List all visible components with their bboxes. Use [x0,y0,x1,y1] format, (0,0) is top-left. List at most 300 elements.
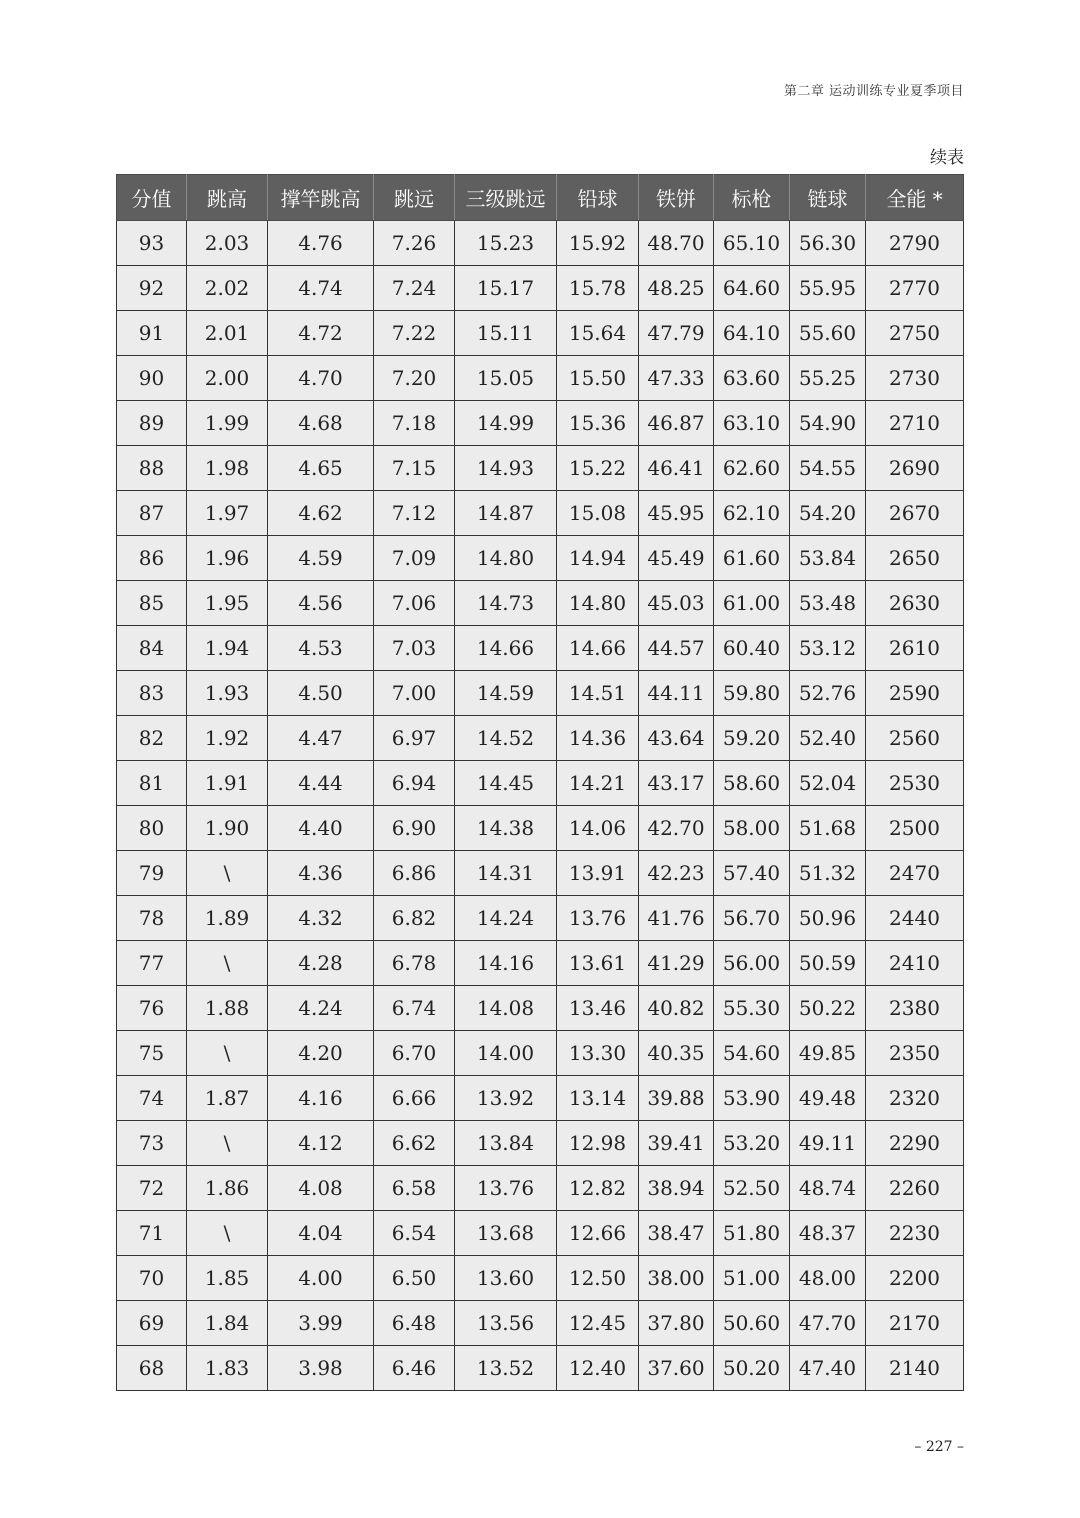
table-cell: 7.03 [374,626,455,671]
table-cell: 14.24 [455,896,557,941]
continued-table-label: 续表 [930,148,964,168]
column-header-discus: 铁饼 [639,175,714,221]
table-row [117,1031,964,1076]
table-cell: 14.31 [455,851,557,896]
table-cell: 12.45 [557,1301,639,1346]
table-cell: 15.23 [455,221,557,266]
table-cell: 2560 [866,716,964,761]
table-cell: 58.60 [714,761,790,806]
table-cell: 55.30 [714,986,790,1031]
table-cell: 4.70 [268,356,374,401]
table-row [117,1346,964,1391]
table-cell: 4.32 [268,896,374,941]
table-cell: 14.93 [455,446,557,491]
table-cell: 14.21 [557,761,639,806]
table-cell: 15.22 [557,446,639,491]
table-cell: 13.60 [455,1256,557,1301]
table-cell: 7.18 [374,401,455,446]
table-cell: \ [187,1211,268,1256]
table-cell: 48.37 [790,1211,866,1256]
table-cell: 4.50 [268,671,374,716]
table-cell: 53.84 [790,536,866,581]
table-row [117,1166,964,1211]
column-header-triple-jump: 三级跳远 [455,175,557,221]
table-cell: 53.48 [790,581,866,626]
table-cell: 84 [117,626,187,671]
table-cell: 40.35 [639,1031,714,1076]
table-cell: 13.76 [557,896,639,941]
table-cell: 63.60 [714,356,790,401]
table-cell: 56.00 [714,941,790,986]
table-cell: 12.98 [557,1121,639,1166]
table-cell: 51.80 [714,1211,790,1256]
table-cell: 2710 [866,401,964,446]
table-cell: 13.76 [455,1166,557,1211]
table-cell: 51.68 [790,806,866,851]
column-header-combined-events: 全能 * [866,175,964,221]
table-row [117,1211,964,1256]
table-row [117,311,964,356]
table-cell: 15.50 [557,356,639,401]
table-cell: 7.00 [374,671,455,716]
table-cell: 14.00 [455,1031,557,1076]
table-cell: 1.86 [187,1166,268,1211]
table-cell: 13.52 [455,1346,557,1391]
table-cell: 48.00 [790,1256,866,1301]
table-cell: 38.94 [639,1166,714,1211]
table-cell: 2140 [866,1346,964,1391]
table-cell: 60.40 [714,626,790,671]
table-cell: 4.74 [268,266,374,311]
table-cell: 4.62 [268,491,374,536]
table-cell: 88 [117,446,187,491]
table-cell: 13.92 [455,1076,557,1121]
table-header-row [117,175,964,221]
table-cell: 44.11 [639,671,714,716]
table-cell: 2730 [866,356,964,401]
table-cell: 14.16 [455,941,557,986]
table-row [117,356,964,401]
table-cell: 4.56 [268,581,374,626]
table-cell: 44.57 [639,626,714,671]
table-cell: 45.49 [639,536,714,581]
table-row [117,626,964,671]
table-cell: 12.82 [557,1166,639,1211]
table-cell: 89 [117,401,187,446]
table-row [117,491,964,536]
table-cell: 59.80 [714,671,790,716]
table-cell: 87 [117,491,187,536]
table-cell: 4.72 [268,311,374,356]
table-cell: 61.00 [714,581,790,626]
table-cell: 48.74 [790,1166,866,1211]
column-header-score: 分值 [117,175,187,221]
table-cell: 7.09 [374,536,455,581]
table-row [117,851,964,896]
table-row [117,806,964,851]
table-cell: 1.90 [187,806,268,851]
table-cell: 1.97 [187,491,268,536]
table-cell: 4.00 [268,1256,374,1301]
table-row [117,941,964,986]
table-cell: 52.76 [790,671,866,716]
table-cell: 15.08 [557,491,639,536]
table-cell: 7.26 [374,221,455,266]
table-cell: 50.22 [790,986,866,1031]
table-cell: 71 [117,1211,187,1256]
table-cell: 13.30 [557,1031,639,1076]
table-cell: 90 [117,356,187,401]
table-cell: 42.23 [639,851,714,896]
table-row [117,716,964,761]
table-cell: 14.94 [557,536,639,581]
table-row [117,1121,964,1166]
table-cell: 53.90 [714,1076,790,1121]
table-cell: 61.60 [714,536,790,581]
table-cell: 4.16 [268,1076,374,1121]
table-cell: 4.53 [268,626,374,671]
table-cell: 39.41 [639,1121,714,1166]
table-cell: 55.60 [790,311,866,356]
table-cell: 6.94 [374,761,455,806]
table-cell: 14.73 [455,581,557,626]
table-cell: 2260 [866,1166,964,1211]
table-cell: 14.59 [455,671,557,716]
table-cell: 1.91 [187,761,268,806]
table-cell: 14.66 [455,626,557,671]
table-cell: 1.92 [187,716,268,761]
table-cell: 56.30 [790,221,866,266]
table-cell: 2790 [866,221,964,266]
table-cell: 68 [117,1346,187,1391]
table-cell: 53.20 [714,1121,790,1166]
table-cell: 15.64 [557,311,639,356]
table-row [117,896,964,941]
table-cell: 7.15 [374,446,455,491]
table-cell: 1.94 [187,626,268,671]
table-cell: 52.40 [790,716,866,761]
table-cell: 54.60 [714,1031,790,1076]
table-cell: 50.59 [790,941,866,986]
table-cell: 63.10 [714,401,790,446]
table-cell: 83 [117,671,187,716]
table-cell: 1.99 [187,401,268,446]
table-cell: 13.84 [455,1121,557,1166]
table-cell: 65.10 [714,221,790,266]
table-cell: 14.87 [455,491,557,536]
table-cell: 2.03 [187,221,268,266]
table-cell: 6.82 [374,896,455,941]
table-cell: 58.00 [714,806,790,851]
table-cell: 1.96 [187,536,268,581]
table-cell: 3.98 [268,1346,374,1391]
table-cell: 14.45 [455,761,557,806]
page-number: – 227 – [914,1439,964,1455]
table-cell: 46.87 [639,401,714,446]
table-cell: 50.60 [714,1301,790,1346]
table-cell: 52.04 [790,761,866,806]
table-cell: 6.54 [374,1211,455,1256]
table-cell: 78 [117,896,187,941]
table-cell: 43.64 [639,716,714,761]
table-cell: 4.44 [268,761,374,806]
table-cell: 2350 [866,1031,964,1076]
table-row [117,221,964,266]
table-cell: 7.12 [374,491,455,536]
table-cell: 92 [117,266,187,311]
table-cell: 7.20 [374,356,455,401]
table-cell: 62.60 [714,446,790,491]
table-cell: 6.74 [374,986,455,1031]
table-cell: 4.08 [268,1166,374,1211]
table-cell: 45.03 [639,581,714,626]
table-cell: 6.62 [374,1121,455,1166]
table-cell: 7.22 [374,311,455,356]
table-cell: 55.25 [790,356,866,401]
table-cell: 52.50 [714,1166,790,1211]
table-cell: 37.60 [639,1346,714,1391]
table-cell: 13.61 [557,941,639,986]
table-cell: 15.36 [557,401,639,446]
table-cell: 7.24 [374,266,455,311]
table-cell: 43.17 [639,761,714,806]
table-cell: 51.00 [714,1256,790,1301]
column-header-high-jump: 跳高 [187,175,268,221]
table-cell: 2.01 [187,311,268,356]
table-cell: 6.78 [374,941,455,986]
table-cell: 2290 [866,1121,964,1166]
score-table [116,174,964,1391]
table-cell: 2320 [866,1076,964,1121]
table-cell: \ [187,1121,268,1166]
table-cell: 1.83 [187,1346,268,1391]
table-cell: 2690 [866,446,964,491]
table-cell: \ [187,941,268,986]
column-header-javelin: 标枪 [714,175,790,221]
table-cell: 59.20 [714,716,790,761]
table-cell: 13.46 [557,986,639,1031]
table-cell: 6.50 [374,1256,455,1301]
table-cell: 6.70 [374,1031,455,1076]
table-row [117,446,964,491]
table-cell: 15.11 [455,311,557,356]
table-cell: 47.33 [639,356,714,401]
table-cell: 14.36 [557,716,639,761]
column-header-pole-vault: 撑竿跳高 [268,175,374,221]
table-cell: 15.17 [455,266,557,311]
table-cell: 1.88 [187,986,268,1031]
table-cell: 14.38 [455,806,557,851]
table-cell: 38.47 [639,1211,714,1256]
table-cell: 13.91 [557,851,639,896]
table-cell: 14.99 [455,401,557,446]
table-cell: 4.47 [268,716,374,761]
table-cell: 2500 [866,806,964,851]
table-cell: 15.05 [455,356,557,401]
table-row [117,1256,964,1301]
table-cell: 4.76 [268,221,374,266]
column-header-long-jump: 跳远 [374,175,455,221]
table-cell: 1.93 [187,671,268,716]
running-header: 第二章 运动训练专业夏季项目 [783,84,964,99]
table-cell: 2770 [866,266,964,311]
table-cell: 74 [117,1076,187,1121]
table-cell: 85 [117,581,187,626]
table-cell: 2590 [866,671,964,716]
table-cell: 86 [117,536,187,581]
table-cell: 6.90 [374,806,455,851]
table-cell: 2.00 [187,356,268,401]
table-cell: 76 [117,986,187,1031]
table-cell: 93 [117,221,187,266]
table-cell: 14.52 [455,716,557,761]
table-cell: 14.80 [557,581,639,626]
table-cell: 4.20 [268,1031,374,1076]
table-cell: 6.97 [374,716,455,761]
table-cell: \ [187,1031,268,1076]
table-cell: 12.40 [557,1346,639,1391]
table-cell: 2230 [866,1211,964,1256]
table-cell: 47.79 [639,311,714,356]
table-cell: 2630 [866,581,964,626]
table-cell: 15.78 [557,266,639,311]
table-cell: 1.87 [187,1076,268,1121]
table-cell: 4.04 [268,1211,374,1256]
table-cell: 2170 [866,1301,964,1346]
table-cell: 2470 [866,851,964,896]
table-cell: 77 [117,941,187,986]
table-cell: 73 [117,1121,187,1166]
table-cell: 4.24 [268,986,374,1031]
column-header-shot-put: 铅球 [557,175,639,221]
table-cell: 69 [117,1301,187,1346]
table-cell: 50.96 [790,896,866,941]
column-header-hammer: 链球 [790,175,866,221]
table-cell: 4.40 [268,806,374,851]
table-cell: 6.46 [374,1346,455,1391]
table-cell: 50.20 [714,1346,790,1391]
table-cell: 46.41 [639,446,714,491]
table-cell: 64.10 [714,311,790,356]
table-cell: 40.82 [639,986,714,1031]
table-cell: 62.10 [714,491,790,536]
table-cell: 1.95 [187,581,268,626]
table-cell: 6.48 [374,1301,455,1346]
table-cell: 14.06 [557,806,639,851]
table-row [117,986,964,1031]
table-cell: 12.66 [557,1211,639,1256]
table-cell: 80 [117,806,187,851]
table-body [117,221,964,1391]
table-cell: 72 [117,1166,187,1211]
table-row [117,1076,964,1121]
table-row [117,266,964,311]
table-cell: 2.02 [187,266,268,311]
table-cell: 48.25 [639,266,714,311]
table-cell: 1.85 [187,1256,268,1301]
table-cell: 82 [117,716,187,761]
table-cell: 4.12 [268,1121,374,1166]
table-cell: 2650 [866,536,964,581]
table-cell: 4.65 [268,446,374,491]
table-cell: 13.14 [557,1076,639,1121]
table-cell: 14.51 [557,671,639,716]
table-row [117,581,964,626]
table-cell: 49.85 [790,1031,866,1076]
table-cell: 4.59 [268,536,374,581]
table-cell: 41.29 [639,941,714,986]
table-cell: 54.90 [790,401,866,446]
table-cell: 48.70 [639,221,714,266]
table-row [117,536,964,581]
table-cell: 2610 [866,626,964,671]
table-cell: 14.08 [455,986,557,1031]
table-cell: 75 [117,1031,187,1076]
table-cell: 79 [117,851,187,896]
table-row [117,761,964,806]
table-cell: 81 [117,761,187,806]
table-cell: 1.84 [187,1301,268,1346]
table-cell: 53.12 [790,626,866,671]
table-cell: 47.70 [790,1301,866,1346]
table-row [117,401,964,446]
table-cell: 64.60 [714,266,790,311]
table-cell: 4.36 [268,851,374,896]
table-cell: 57.40 [714,851,790,896]
table-cell: 6.86 [374,851,455,896]
table-cell: 45.95 [639,491,714,536]
table-cell: 91 [117,311,187,356]
table-cell: 2200 [866,1256,964,1301]
table-cell: 2530 [866,761,964,806]
table-cell: 2380 [866,986,964,1031]
table-cell: 38.00 [639,1256,714,1301]
table-cell: 15.92 [557,221,639,266]
table-cell: 14.66 [557,626,639,671]
table-row [117,671,964,716]
table-cell: 41.76 [639,896,714,941]
table-cell: 47.40 [790,1346,866,1391]
table-cell: 2670 [866,491,964,536]
table-cell: 70 [117,1256,187,1301]
table-cell: 2750 [866,311,964,356]
table-cell: 7.06 [374,581,455,626]
table-cell: 4.28 [268,941,374,986]
table-cell: 39.88 [639,1076,714,1121]
table-cell: 2440 [866,896,964,941]
table-cell: 55.95 [790,266,866,311]
table-cell: 37.80 [639,1301,714,1346]
table-cell: \ [187,851,268,896]
table-cell: 13.56 [455,1301,557,1346]
table-cell: 13.68 [455,1211,557,1256]
table-cell: 54.55 [790,446,866,491]
table-cell: 42.70 [639,806,714,851]
table-cell: 54.20 [790,491,866,536]
table-cell: 6.58 [374,1166,455,1211]
table-cell: 3.99 [268,1301,374,1346]
table-cell: 14.80 [455,536,557,581]
table-cell: 51.32 [790,851,866,896]
table-cell: 12.50 [557,1256,639,1301]
table-row [117,1301,964,1346]
table-cell: 2410 [866,941,964,986]
table-cell: 49.11 [790,1121,866,1166]
table-cell: 49.48 [790,1076,866,1121]
table-cell: 4.68 [268,401,374,446]
table-cell: 1.98 [187,446,268,491]
table-cell: 6.66 [374,1076,455,1121]
